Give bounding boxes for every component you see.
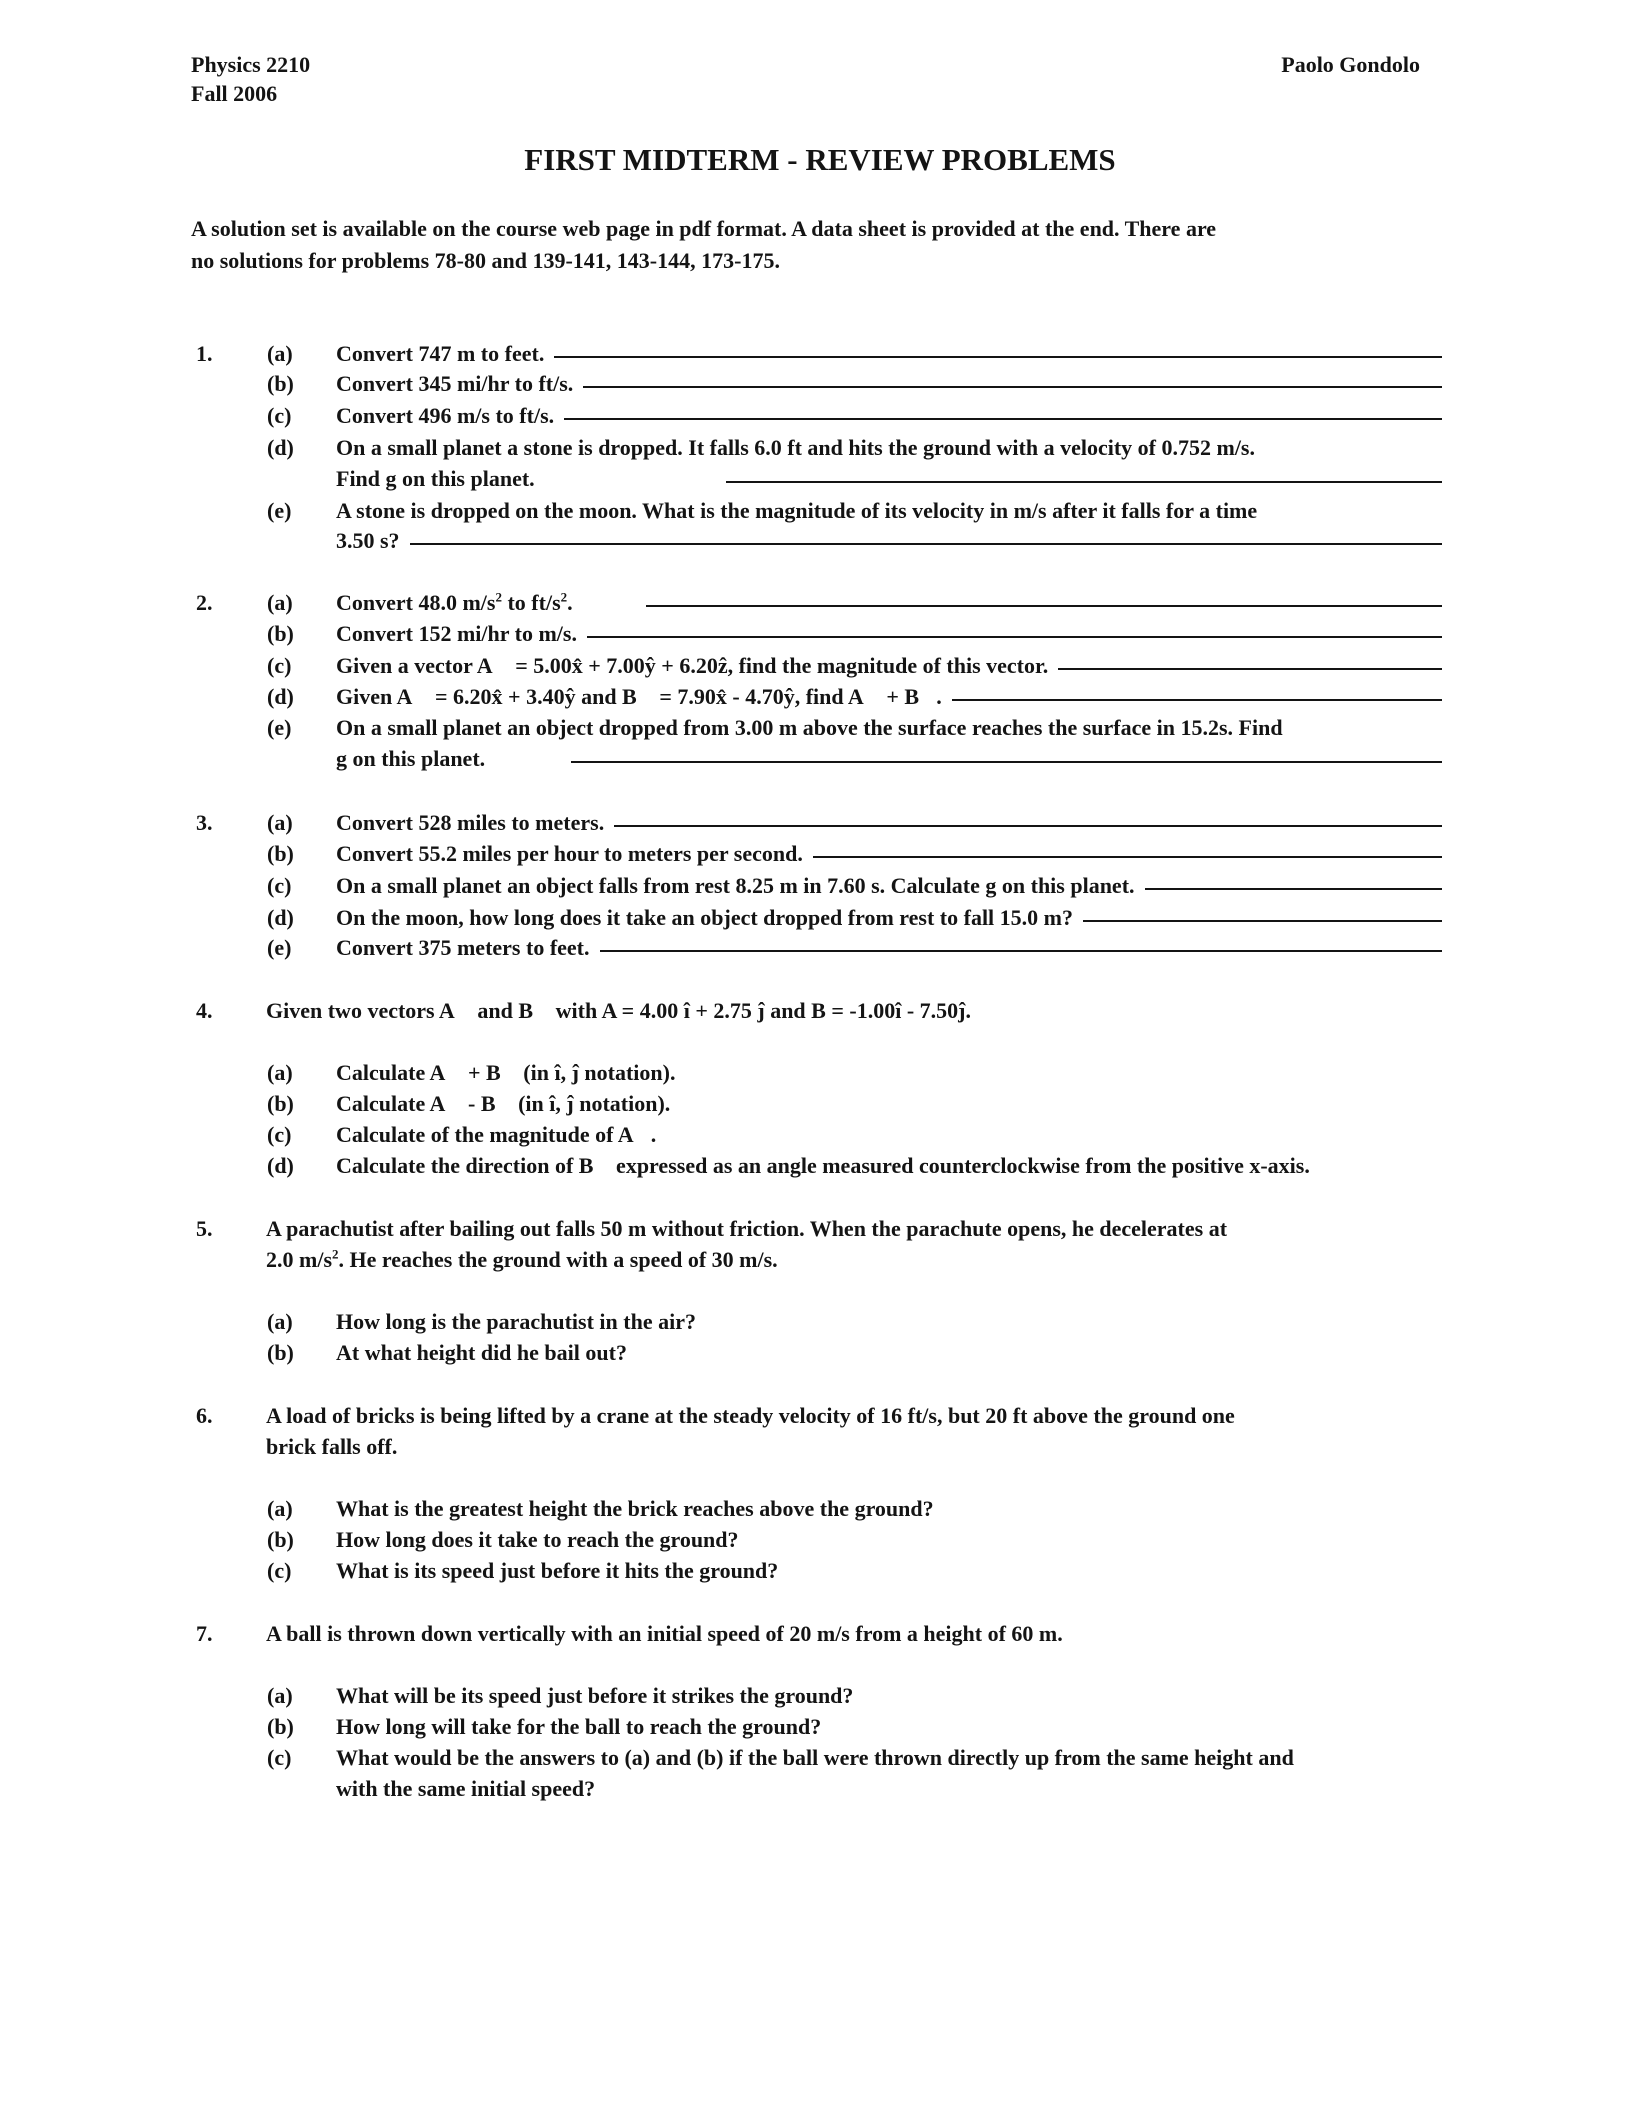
problem-6c-label: (c) <box>267 1558 292 1583</box>
answer-line <box>571 761 1442 763</box>
problem-5-number: 5. <box>196 1216 213 1241</box>
problem-4d-text: Calculate the direction of B⃗ expressed as an angle measured counterclockwise from the positive x-axis. <box>336 1153 1310 1178</box>
problem-3c-label: (c) <box>267 873 292 898</box>
problem-6a-label: (a) <box>267 1496 293 1521</box>
problem-4c-text: Calculate of the magnitude of A⃗. <box>336 1122 657 1147</box>
answer-line <box>410 543 1442 545</box>
problem-3-number: 3. <box>196 810 213 835</box>
problem-2d <box>336 682 1442 712</box>
course-name: Physics 2210 <box>191 52 311 77</box>
problem-1d-label: (d) <box>267 435 294 460</box>
answer-line <box>1083 920 1442 922</box>
problem-1b-text: Convert 345 mi/hr to ft/s. <box>336 371 574 396</box>
problem-2b-label: (b) <box>267 621 294 646</box>
problem-1c-text: Convert 496 m/s to ft/s. <box>336 403 555 428</box>
problem-4b-label: (b) <box>267 1091 294 1116</box>
problem-2a <box>336 588 1442 618</box>
problem-1-number: 1. <box>196 341 213 366</box>
problem-2e-line-2 <box>336 744 1442 774</box>
answer-line <box>1058 668 1442 670</box>
problem-3b-label: (b) <box>267 841 294 866</box>
problem-2c-label: (c) <box>267 653 292 678</box>
problem-1c <box>336 401 1442 431</box>
problem-3b <box>336 839 1442 869</box>
problem-1e-line-2 <box>336 526 1442 556</box>
intro-line-2: no solutions for problems 78-80 and 139-141, 143-144, 173-175. <box>191 248 780 273</box>
problem-3d <box>336 903 1442 933</box>
problem-7a-label: (a) <box>267 1683 293 1708</box>
problem-2a-text: Convert 48.0 $m/s^2$ to $ft/s^2$. <box>336 589 573 615</box>
problem-3c <box>336 871 1442 901</box>
problem-3d-label: (d) <box>267 905 294 930</box>
problem-4d-label: (d) <box>267 1153 294 1178</box>
problem-4c-label: (c) <box>267 1122 292 1147</box>
answer-line <box>614 825 1442 827</box>
problem-7b-label: (b) <box>267 1714 294 1739</box>
problem-6c-text: What is its speed just before it hits the ground? <box>336 1558 779 1583</box>
answer-line <box>587 636 1442 638</box>
problem-5b-label: (b) <box>267 1340 294 1365</box>
page-title: FIRST MIDTERM - REVIEW PROBLEMS <box>524 142 1116 177</box>
problem-5b-text: At what height did he bail out? <box>336 1340 627 1365</box>
problem-7a-text: What will be its speed just before it strikes the ground? <box>336 1683 854 1708</box>
problem-5-stem-line-2: 2.0 $m/s^2$. He reaches the ground with a speed of 30 m/s. <box>266 1246 778 1272</box>
problem-2-number: 2. <box>196 590 213 615</box>
intro-line-1: A solution set is available on the course web page in pdf format. A data sheet is provided at the end. There are <box>191 216 1217 241</box>
problem-2b-text: Convert 152 mi/hr to m/s. <box>336 621 577 646</box>
problem-7c-line-1: What would be the answers to (a) and (b) if the ball were thrown directly up from the same height and <box>336 1745 1294 1770</box>
problem-1a-text: Convert 747 m to feet. <box>336 341 545 366</box>
problem-6b-label: (b) <box>267 1527 294 1552</box>
problem-3b-text: Convert 55.2 miles per hour to meters per second. <box>336 841 803 866</box>
problem-1a-label: (a) <box>267 341 293 366</box>
problem-4a-text: Calculate A⃗ + B⃗ (in î, ĵ notation). <box>336 1060 676 1085</box>
answer-line <box>554 356 1442 358</box>
problem-3e-label: (e) <box>267 935 292 960</box>
answer-line <box>726 481 1442 483</box>
problem-6a-text: What is the greatest height the brick reaches above the ground? <box>336 1496 934 1521</box>
problem-2e-line-1: On a small planet an object dropped from 3.00 m above the surface reaches the surface in 15.2s. Find <box>336 715 1283 740</box>
problem-5a-text: How long is the parachutist in the air? <box>336 1309 696 1334</box>
problem-6-number: 6. <box>196 1403 213 1428</box>
answer-line <box>813 856 1442 858</box>
answer-line <box>952 699 1442 701</box>
author-name: Paolo Gondolo <box>1281 52 1420 77</box>
problem-3a <box>336 808 1442 838</box>
problem-5a-label: (a) <box>267 1309 293 1334</box>
answer-line <box>564 418 1442 420</box>
problem-1e-label: (e) <box>267 498 292 523</box>
answer-line <box>646 605 1442 607</box>
problem-6-stem-line-2: brick falls off. <box>266 1434 398 1459</box>
problem-4a-label: (a) <box>267 1060 293 1085</box>
answer-line <box>600 950 1443 952</box>
problem-6-stem-line-1: A load of bricks is being lifted by a crane at the steady velocity of 16 ft/s, but 20 ft above the ground one <box>266 1403 1235 1428</box>
problem-1b <box>336 369 1442 399</box>
problem-1c-label: (c) <box>267 403 292 428</box>
problem-2e-text: g on this planet. <box>336 746 486 771</box>
problem-2d-label: (d) <box>267 684 294 709</box>
problem-3a-text: Convert 528 miles to meters. <box>336 810 605 835</box>
problem-1b-label: (b) <box>267 371 294 396</box>
problem-3c-text: On a small planet an object falls from rest 8.25 m in 7.60 s. Calculate g on this planet. <box>336 873 1135 898</box>
problem-1d-line-1: On a small planet a stone is dropped. It falls 6.0 ft and hits the ground with a velocity of 0.752 m/s. <box>336 435 1255 460</box>
problem-2a-label: (a) <box>267 590 293 615</box>
problem-2e-label: (e) <box>267 715 292 740</box>
problem-7c-label: (c) <box>267 1745 292 1770</box>
problem-1d-line-2 <box>336 464 1442 494</box>
problem-4-number: 4. <box>196 998 213 1023</box>
problem-6b-text: How long does it take to reach the ground? <box>336 1527 739 1552</box>
problem-2c <box>336 651 1442 681</box>
problem-1e-text: 3.50 s? <box>336 528 400 553</box>
problem-3d-text: On the moon, how long does it take an object dropped from rest to fall 15.0 m? <box>336 905 1073 930</box>
problem-7b-text: How long will take for the ball to reach the ground? <box>336 1714 822 1739</box>
problem-2c-text: Given a vector A⃗ = 5.00x̂ + 7.00ŷ + 6.20ẑ, find the magnitude of this vector. <box>336 653 1049 678</box>
course-term: Fall 2006 <box>191 81 278 106</box>
problem-3e <box>336 933 1442 963</box>
problem-7-number: 7. <box>196 1621 213 1646</box>
problem-7c-line-2: with the same initial speed? <box>336 1776 596 1801</box>
answer-line <box>583 386 1442 388</box>
problem-1d-text: Find g on this planet. <box>336 466 535 491</box>
problem-7-stem: A ball is thrown down vertically with an initial speed of 20 m/s from a height of 60 m. <box>266 1621 1063 1646</box>
problem-2d-text: Given A⃗ = 6.20x̂ + 3.40ŷ and B⃗ = 7.90x̂ - 4.70ŷ, find A⃗ + B⃗. <box>336 684 942 709</box>
problem-1a <box>336 339 1442 369</box>
problem-1e-line-1: A stone is dropped on the moon. What is the magnitude of its velocity in m/s after it falls for a time <box>336 498 1258 523</box>
problem-3e-text: Convert 375 meters to feet. <box>336 935 590 960</box>
problem-2b <box>336 619 1442 649</box>
problem-5-stem-line-1: A parachutist after bailing out falls 50 m without friction. When the parachute opens, he decelerates at <box>266 1216 1228 1241</box>
problem-4b-text: Calculate A⃗ - B⃗ (in î, ĵ notation). <box>336 1091 671 1116</box>
problem-4-stem: Given two vectors A⃗ and B⃗ with A = 4.00 î + 2.75 ĵ and B = -1.00î - 7.50ĵ. <box>266 998 971 1023</box>
answer-line <box>1145 888 1442 890</box>
intro-paragraph <box>191 213 1441 277</box>
problem-3a-label: (a) <box>267 810 293 835</box>
